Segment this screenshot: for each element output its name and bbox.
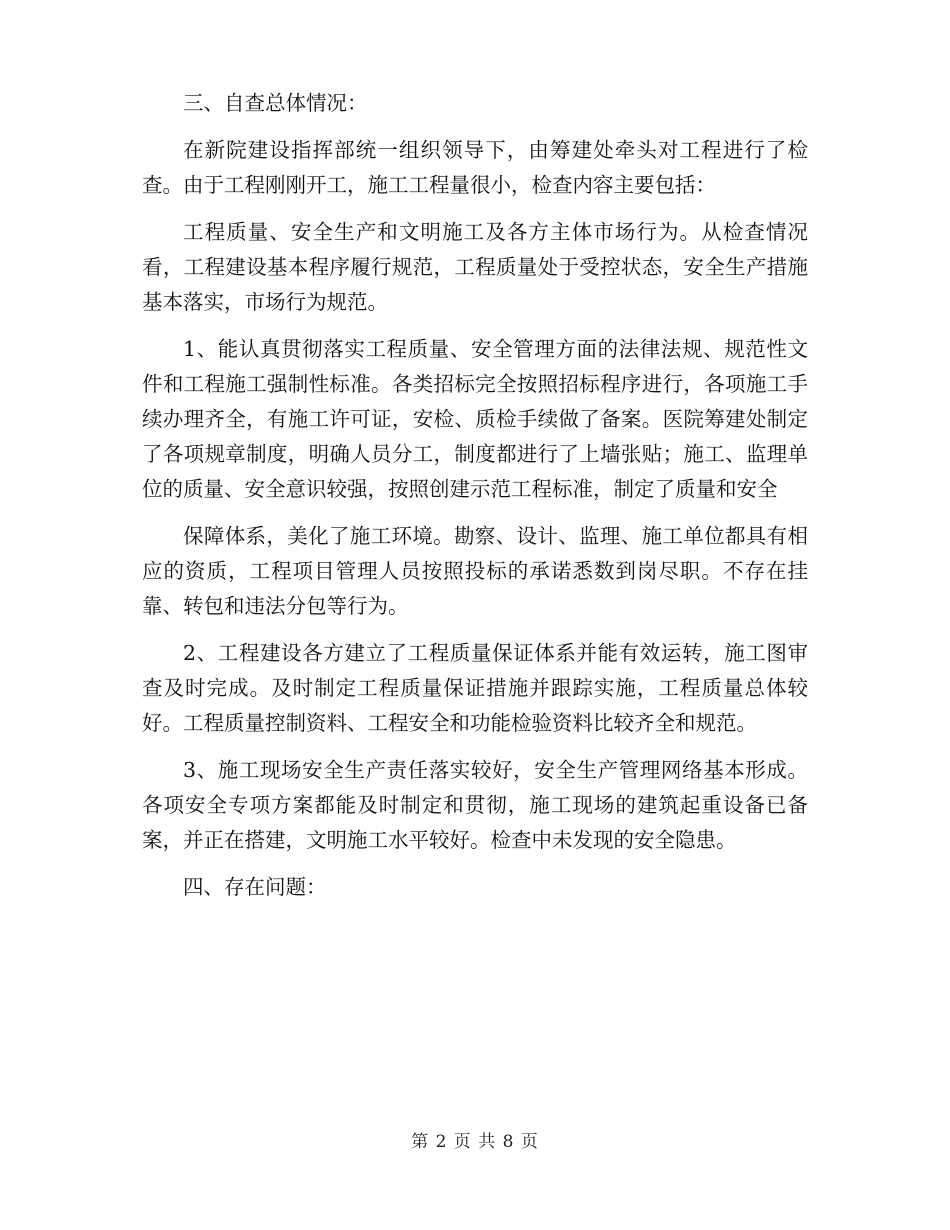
section-heading-overall-self-inspection: 三、自查总体情况： xyxy=(183,91,368,115)
section-heading-existing-problems: 四、存在问题： xyxy=(183,875,327,899)
document-body xyxy=(142,86,808,917)
paragraph-item-2: 2、工程建设各方建立了工程质量保证体系并能有效运转，施工图审查及时完成。及时制定工程质量保证措施并跟踪实施，工程质量总体较好。工程质量控制资料、工程安全和功能检验资料比较齐全和规范。 xyxy=(142,641,808,735)
page-number-footer: 第 2 页 共 8 页 xyxy=(411,1132,539,1152)
paragraph-item-1-continued: 保障体系，美化了施工环境。勘察、设计、监理、施工单位都具有相应的资质，工程项目管理人员按照投标的承诺悉数到岗尽职。不存在挂靠、转包和违法分包等行为。 xyxy=(142,524,808,618)
paragraph-inspection-scope: 工程质量、安全生产和文明施工及各方主体市场行为。从检查情况看，工程建设基本程序履行规范，工程质量处于受控状态，安全生产措施基本落实，市场行为规范。 xyxy=(142,220,808,314)
paragraph-item-3: 3、施工现场安全生产责任落实较好，安全生产管理网络基本形成。各项安全专项方案都能及时制定和贯彻，施工现场的建筑起重设备已备案，并正在搭建，文明施工水平较好。检查中未发现的安全隐患。 xyxy=(142,758,808,852)
paragraph-item-1: 1、能认真贯彻落实工程质量、安全管理方面的法律法规、规范性文件和工程施工强制性标准。各类招标完全按照招标程序进行，各项施工手续办理齐全，有施工许可证，安检、质检手续做了备案。医院筹建处制定了各项规章制度，明确人员分工，制度都进行了上墙张贴；施工、监理单位的质量、安全意识较强，按照创建示范工程标准，制定了质量和安全 xyxy=(142,337,808,501)
paragraph-inspection-organization: 在新院建设指挥部统一组织领导下，由筹建处牵头对工程进行了检查。由于工程刚刚开工，施工工程量很小，检查内容主要包括： xyxy=(142,138,808,197)
